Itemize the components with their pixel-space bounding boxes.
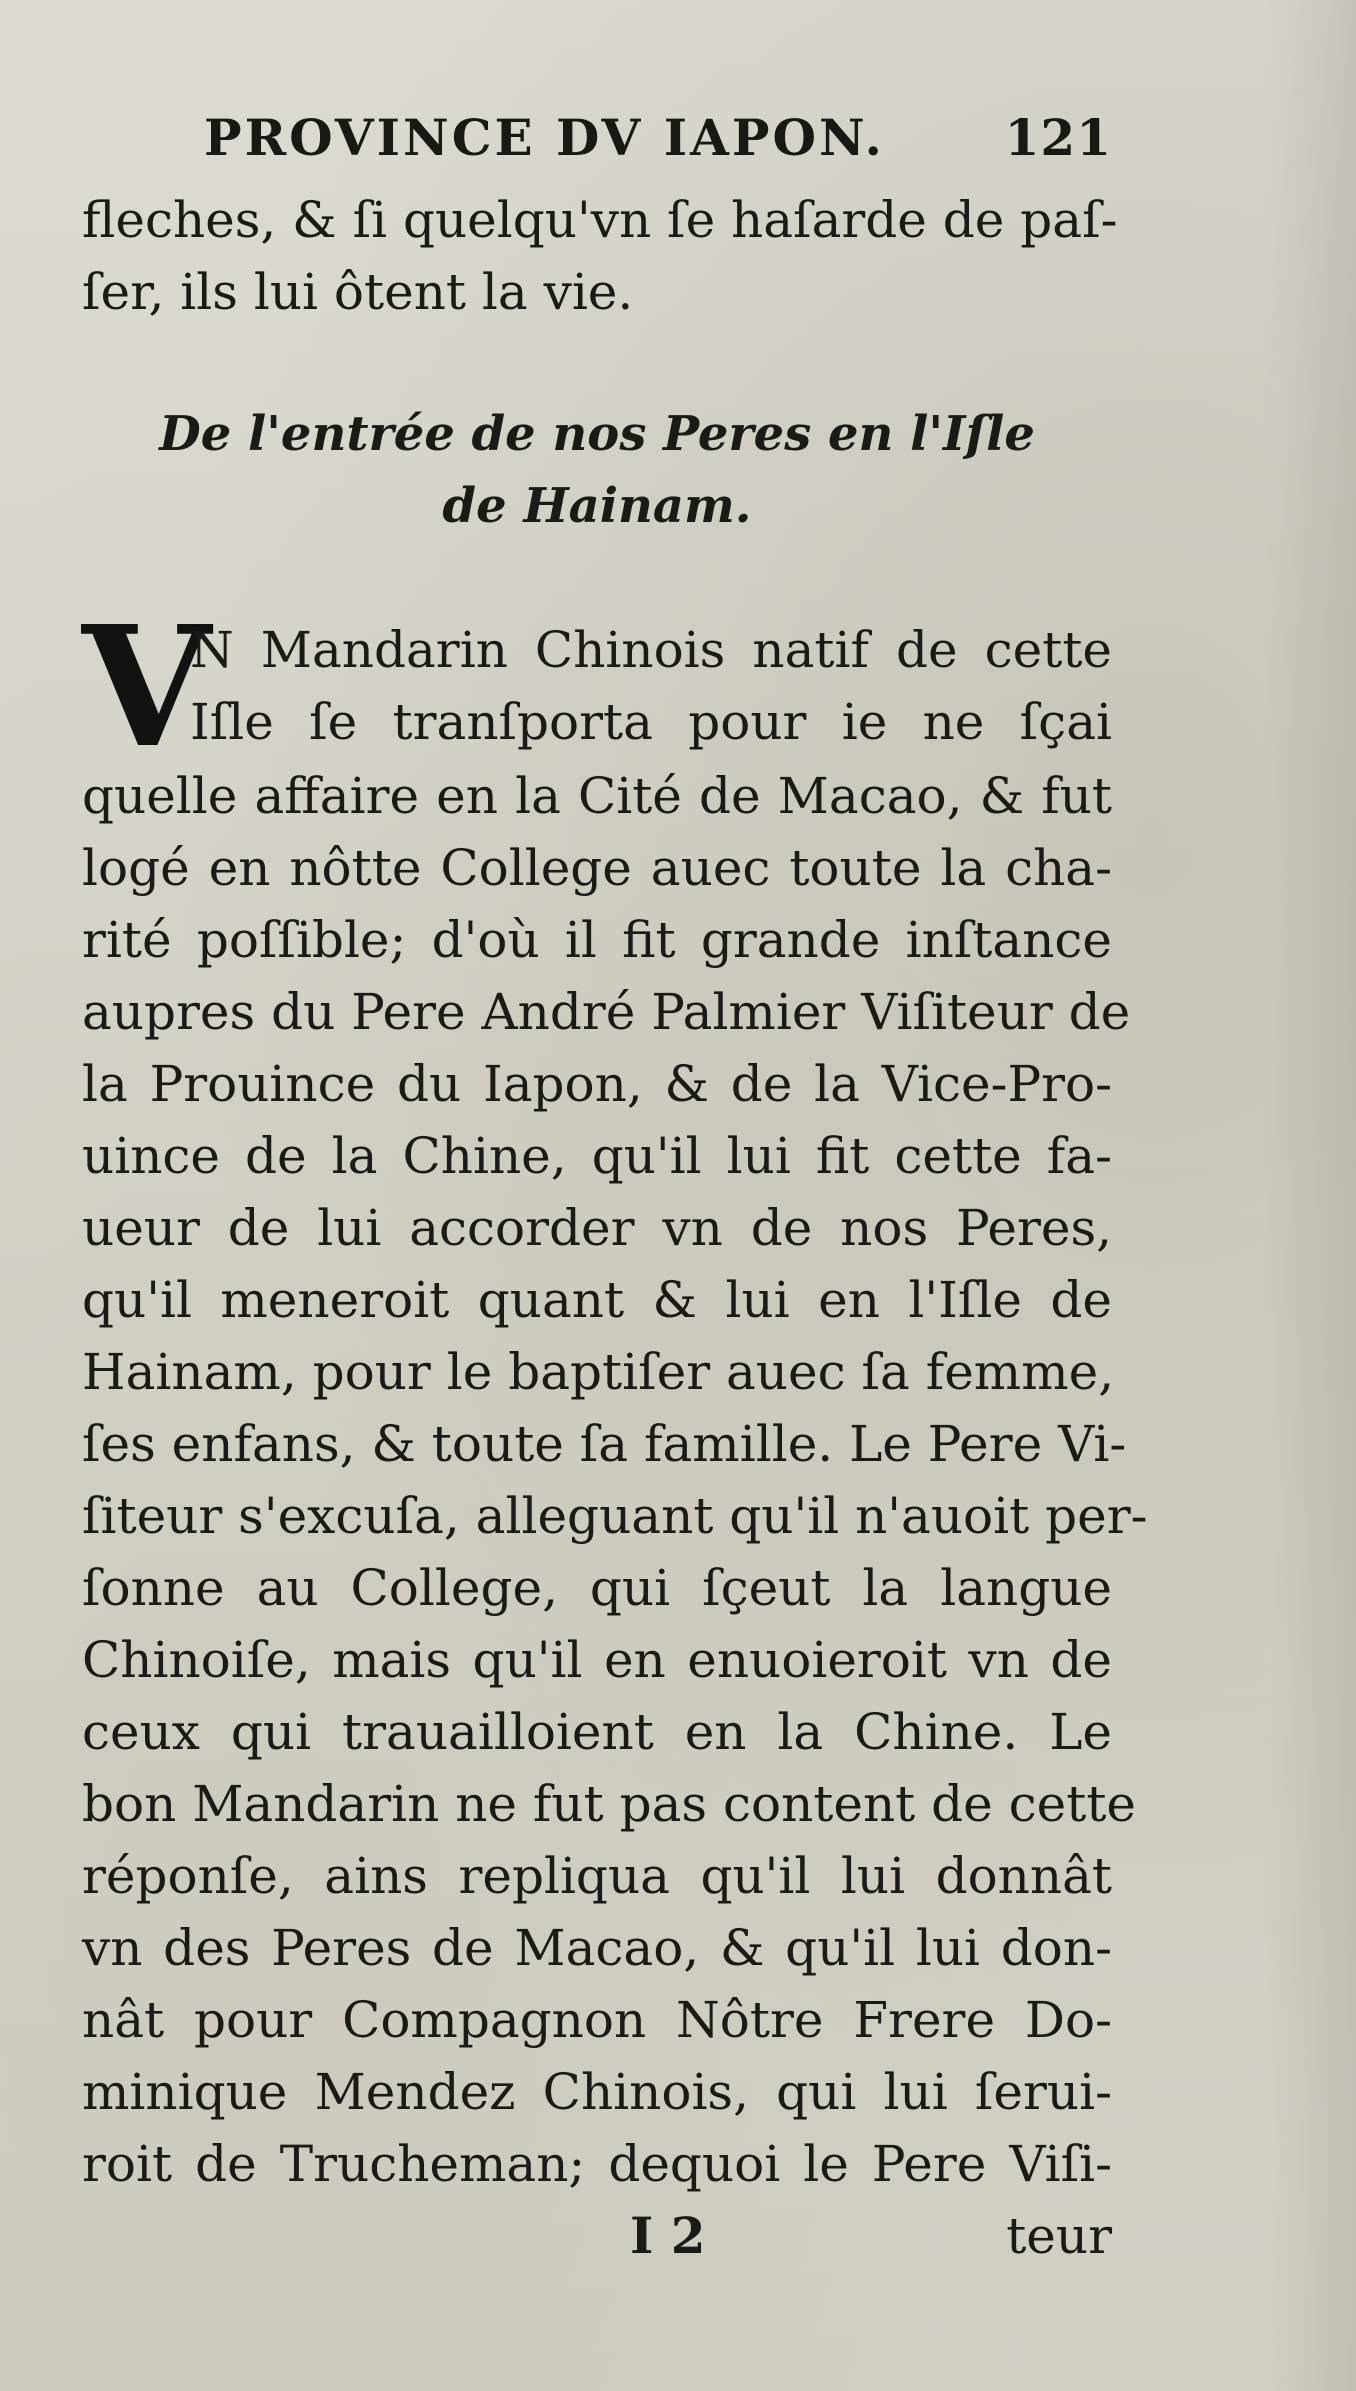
text-line: logé en nôtte College auec toute la cha- <box>82 839 1112 897</box>
text-line: minique Mendez Chinois, qui lui ſerui- <box>82 2063 1112 2121</box>
text-line: fleches, & ſi quelqu'vn ſe haſarde de paſ- <box>82 191 1118 249</box>
text-line: ſiteur s'excuſa, alleguant qu'il n'auoit per- <box>82 1487 1148 1545</box>
chapter-heading-line: de Hainam. <box>442 478 752 534</box>
text-line: Hainam, pour le baptiſer auec ſa femme, <box>82 1343 1115 1401</box>
text-line: Iſle ſe tranſporta pour ie ne ſçai <box>190 693 1112 751</box>
drop-cap: V <box>82 590 211 785</box>
text-line: uince de la Chine, qu'il lui fit cette fa- <box>82 1127 1112 1185</box>
text-line: la Prouince du Iapon, & de la Vice-Pro- <box>82 1055 1112 1113</box>
text-line: ſer, ils lui ôtent la vie. <box>82 263 634 321</box>
opening-paragraph <box>82 184 1118 328</box>
text-line: ceux qui trauailloient en la Chine. Le <box>82 1703 1112 1761</box>
signature-mark: I 2 <box>630 2206 706 2265</box>
text-line: ueur de lui accorder vn de nos Peres, <box>82 1199 1112 1257</box>
page-edge-shadow <box>1266 0 1356 2391</box>
text-line: ſes enfans, & toute ſa famille. Le Pere Vi- <box>82 1415 1127 1473</box>
page-footer <box>82 2200 1112 2272</box>
text-line: nât pour Compagnon Nôtre Frere Do- <box>82 1991 1112 2049</box>
body-paragraph <box>82 590 1148 2200</box>
text-line: bon Mandarin ne fut pas content de cette <box>82 1775 1137 1833</box>
text-line: qu'il meneroit quant & lui en l'Iſle de <box>82 1271 1112 1329</box>
text-line: réponſe, ains repliqua qu'il lui donnât <box>82 1847 1112 1905</box>
text-line: rité poſſible; d'où il fit grande inſtance <box>82 911 1112 969</box>
text-line: vn des Peres de Macao, & qu'il lui don- <box>82 1919 1112 1977</box>
text-line: ſonne au College, qui ſçeut la langue <box>82 1559 1112 1617</box>
page-number: 121 <box>1004 108 1112 167</box>
text-block <box>82 108 1148 2272</box>
running-head <box>82 108 1112 184</box>
text-line: Chinoiſe, mais qu'il en enuoieroit vn de <box>82 1631 1112 1689</box>
chapter-heading-line: De l'entrée de nos Peres en l'Iſle <box>159 406 1035 462</box>
running-head-title: PROVINCE DV IAPON. <box>204 108 885 167</box>
text-line: quelle affaire en la Cité de Macao, & fut <box>82 767 1112 825</box>
text-line: aupres du Pere André Palmier Viſiteur de <box>82 983 1131 1041</box>
text-line: N Mandarin Chinois natif de cette <box>190 621 1112 679</box>
chapter-heading <box>82 398 1112 542</box>
catchword: teur <box>1006 2207 1112 2265</box>
text-line: roit de Trucheman; dequoi le Pere Viſi- <box>82 2135 1112 2193</box>
